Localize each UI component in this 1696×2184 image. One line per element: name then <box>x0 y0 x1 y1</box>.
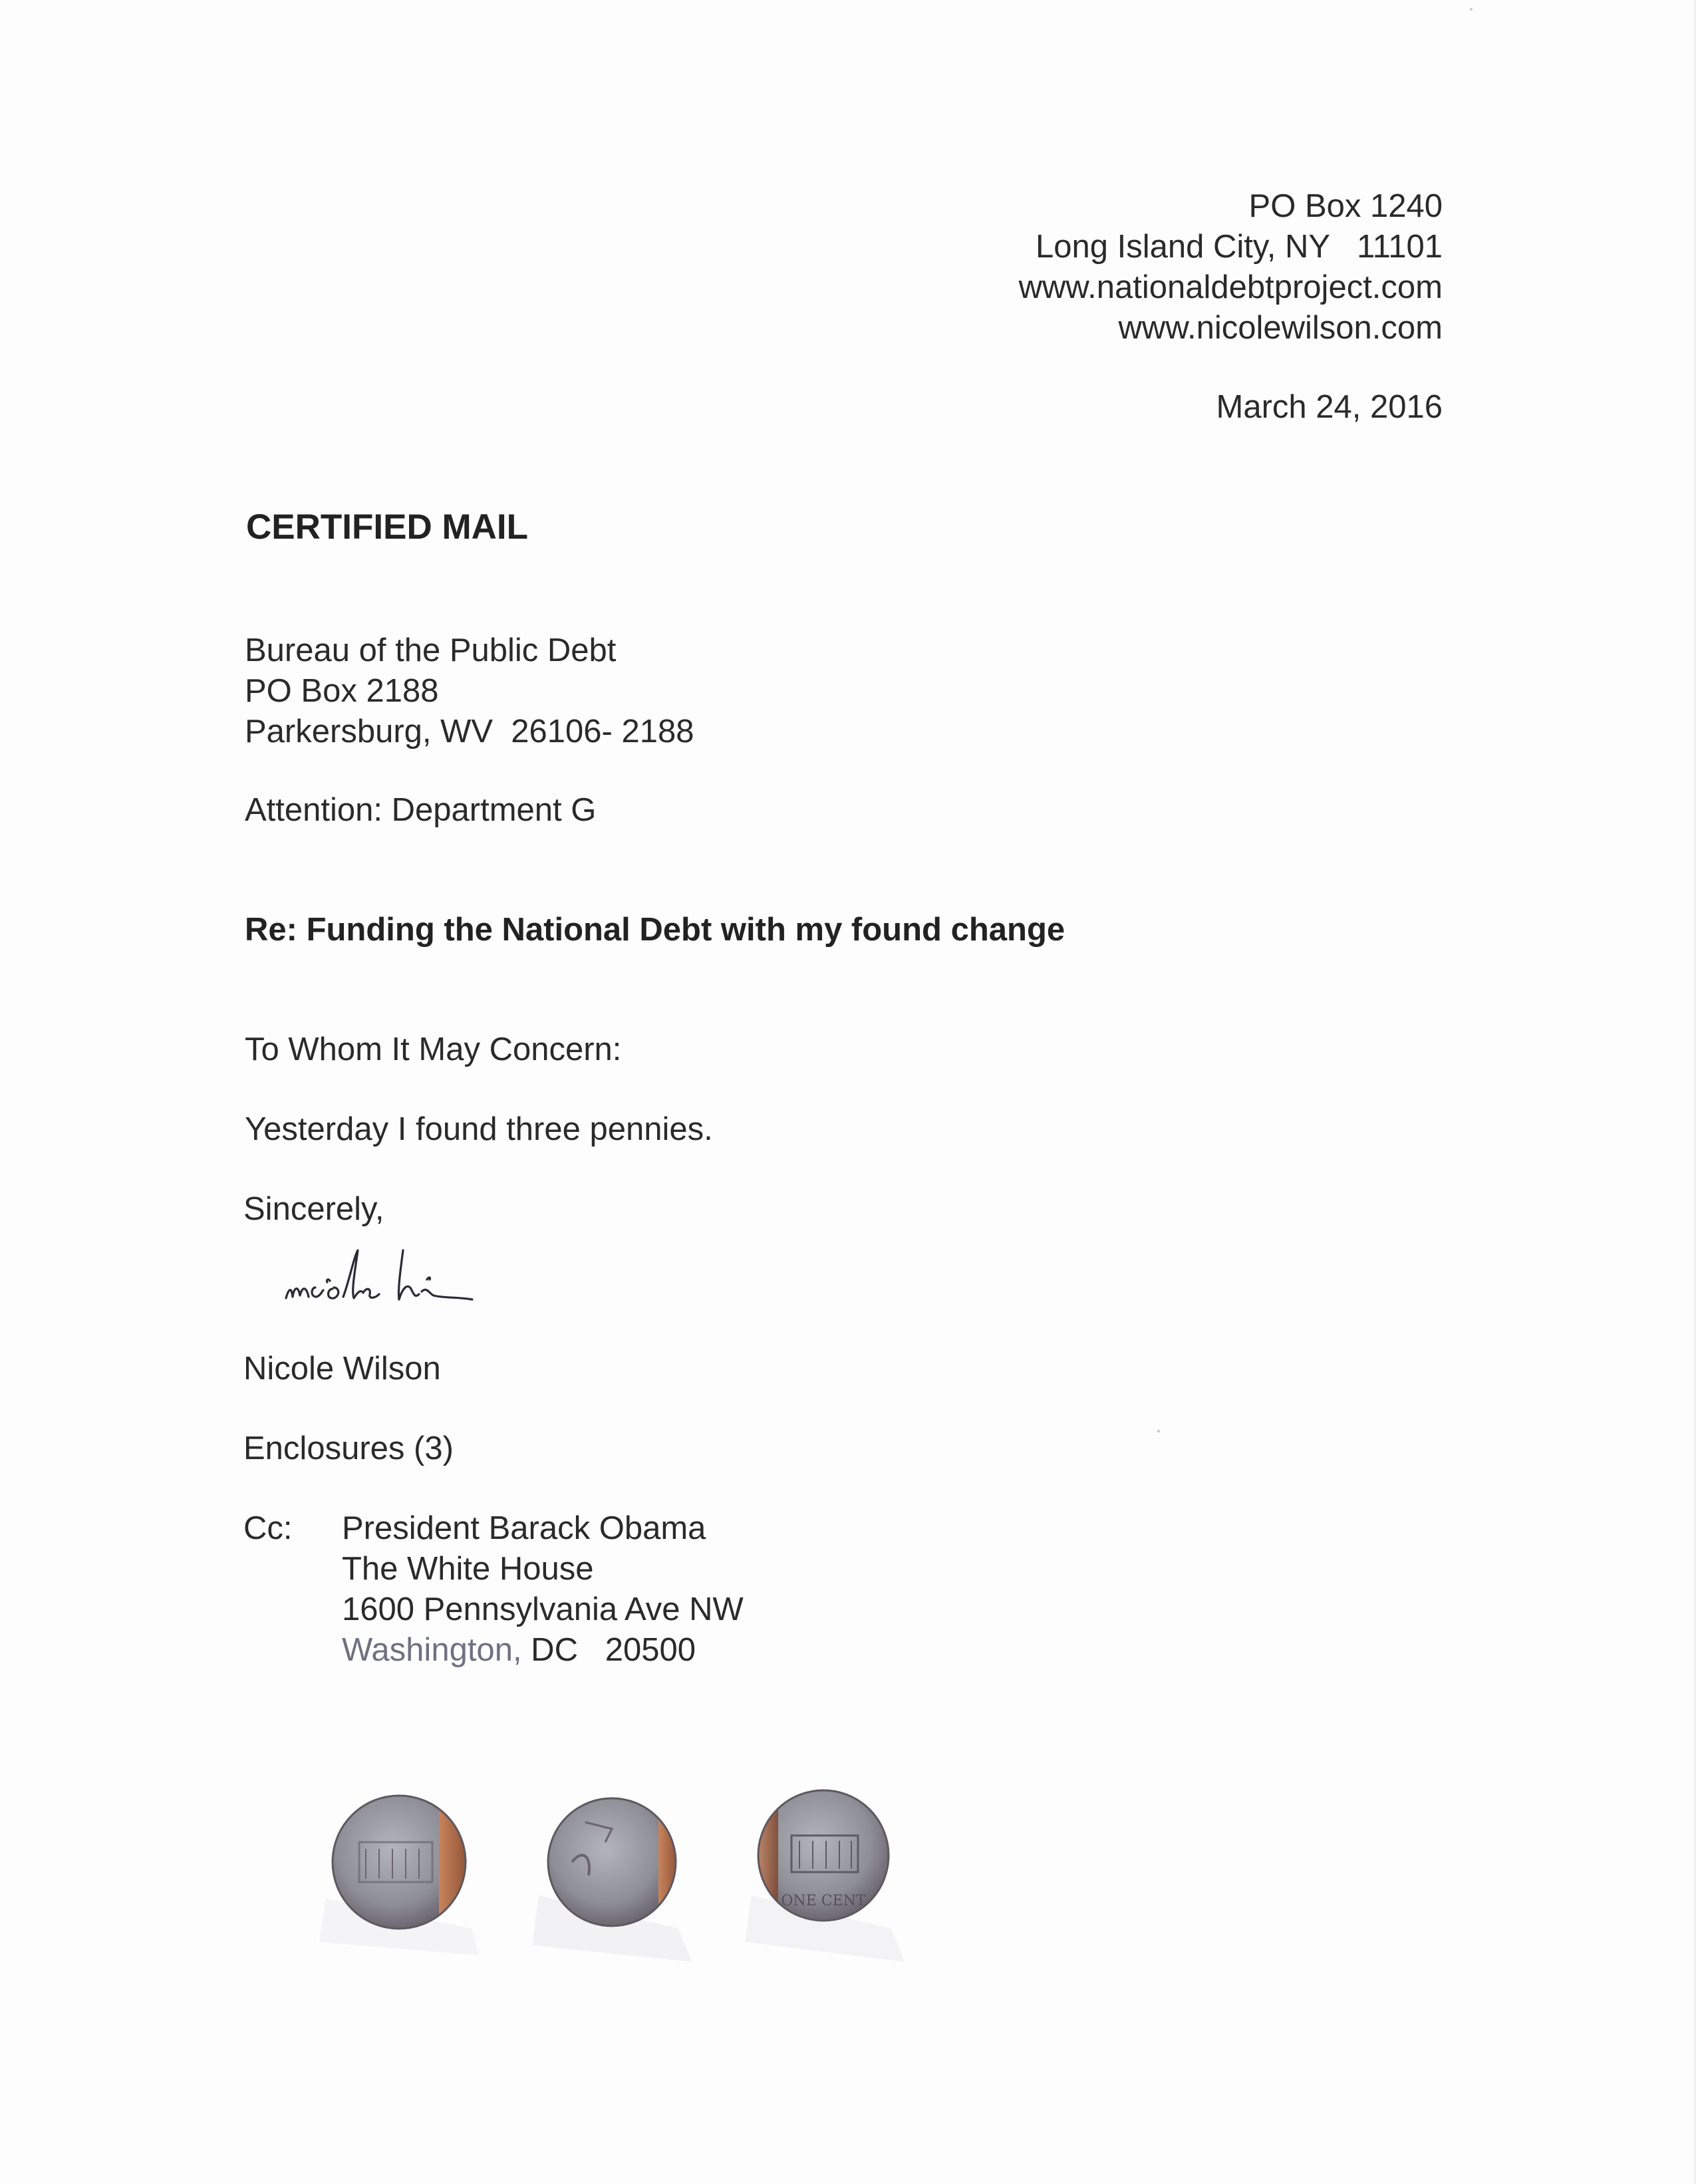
salutation: To Whom It May Concern: <box>245 1031 622 1067</box>
recipient-city: Parkersburg, WV 26106- 2188 <box>245 714 694 750</box>
cc-state-zip: DC 20500 <box>521 1632 696 1668</box>
penny-scans <box>319 1762 918 1988</box>
sender-city: Long Island City, NY 11101 <box>1036 229 1443 265</box>
handwritten-signature <box>279 1230 572 1323</box>
sender-website-2: www.nicolewilson.com <box>1118 310 1443 346</box>
letter-body: Yesterday I found three pennies. <box>245 1111 713 1147</box>
cc-label: Cc: <box>243 1510 293 1546</box>
sender-po-box: PO Box 1240 <box>1248 188 1443 224</box>
penny-1 <box>319 1789 479 1955</box>
cc-city: Washington, <box>342 1632 522 1668</box>
cc-city-line <box>342 1630 744 1671</box>
coin-inscription: ONE CENT <box>781 1893 866 1909</box>
cc-name: President Barack Obama <box>342 1510 706 1546</box>
penny-2 <box>532 1796 692 1962</box>
scan-speck <box>1157 1430 1160 1433</box>
subject-line: Re: Funding the National Debt with my found change <box>245 912 1065 948</box>
recipient-name: Bureau of the Public Debt <box>245 632 617 668</box>
sender-address <box>1019 186 1443 348</box>
cc-street: 1600 Pennsylvania Ave NW <box>342 1591 744 1627</box>
scan-edge-shadow <box>1692 0 1696 2184</box>
letter-date: March 24, 2016 <box>1216 389 1443 425</box>
enclosures-note: Enclosures (3) <box>243 1431 454 1466</box>
recipient-po-box: PO Box 2188 <box>245 673 439 709</box>
certified-mail-heading: CERTIFIED MAIL <box>246 507 528 547</box>
closing: Sincerely, <box>243 1191 384 1227</box>
cc-address <box>342 1508 744 1671</box>
sender-website-1: www.nationaldebtproject.com <box>1018 269 1443 305</box>
penny-3 <box>745 1789 905 1962</box>
recipient-address <box>245 630 694 752</box>
attention-line: Attention: Department G <box>245 792 597 828</box>
signer-name: Nicole Wilson <box>243 1351 441 1387</box>
cc-building: The White House <box>342 1551 594 1587</box>
scan-speck <box>1470 8 1473 11</box>
